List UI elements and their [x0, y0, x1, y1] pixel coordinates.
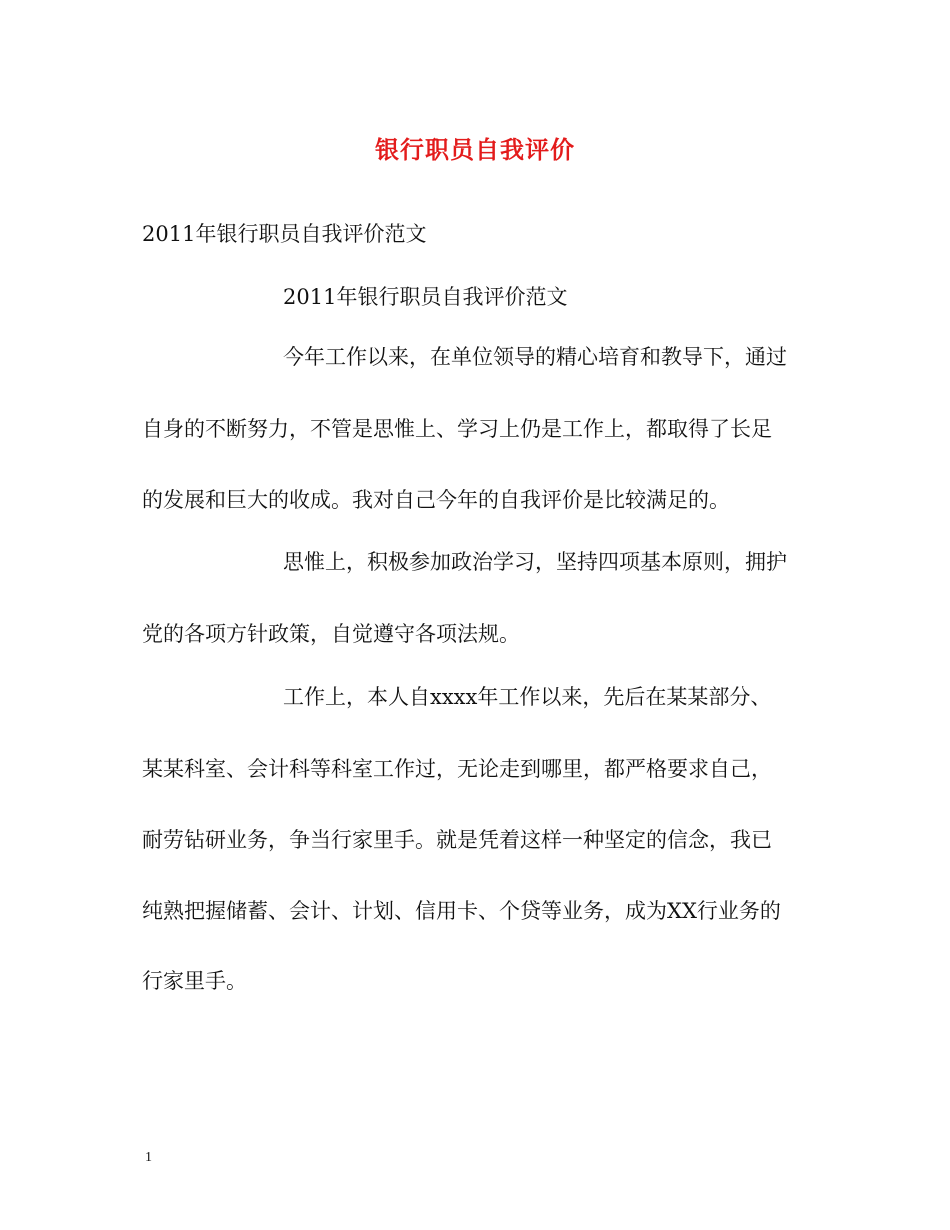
body-line-3: 的发展和巨大的收成。我对自己今年的自我评价是比较满足的。	[142, 488, 730, 512]
body-line-8: 耐劳钻研业务，争当行家里手。就是凭着这样一种坚定的信念，我已	[142, 828, 772, 852]
body-line-7: 某某科室、会计科等科室工作过，无论走到哪里，都严格要求自己，	[142, 757, 772, 781]
body-line-2: 自身的不断努力，不管是思惟上、学习上仍是工作上，都取得了长足	[142, 417, 772, 441]
body-line-4: 思惟上，积极参加政治学习，坚持四项基本原则，拥护	[283, 550, 787, 574]
subtitle-indented: 2011年银行职员自我评价范文	[283, 285, 568, 309]
body-line-6: 工作上，本人自xxxx年工作以来，先后在某某部分、	[283, 685, 772, 709]
body-line-9: 纯熟把握储蓄、会计、计划、信用卡、个贷等业务，成为XX行业务的	[142, 899, 781, 923]
body-line-10: 行家里手。	[142, 969, 247, 993]
subtitle-left: 2011年银行职员自我评价范文	[142, 222, 427, 246]
body-line-5: 党的各项方针政策，自觉遵守各项法规。	[142, 622, 520, 646]
page-number: 1	[145, 1150, 152, 1165]
document-title: 银行职员自我评价	[375, 135, 575, 164]
body-line-1: 今年工作以来，在单位领导的精心培育和教导下，通过	[283, 345, 787, 369]
